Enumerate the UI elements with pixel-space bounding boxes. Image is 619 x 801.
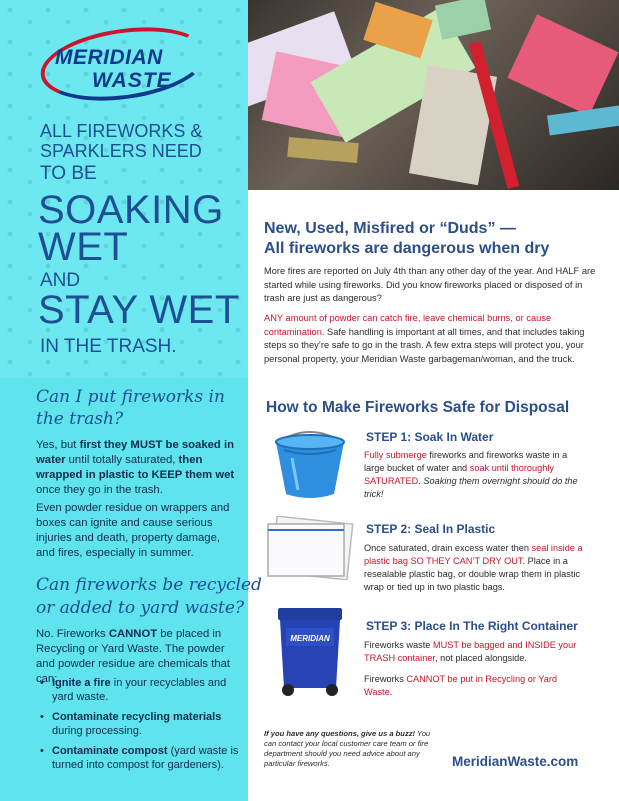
list-item: • Contaminate recycling materials during processing. [36,710,241,738]
intro-heading-line-1: New, Used, Misfired or “Duds” — [264,220,516,237]
step3-text: Fireworks waste MUST be bagged and INSIDE your TRASH container, not placed alongside. [364,640,577,663]
list-item: • Ignite a fire in your recyclables and yard waste. [36,676,241,704]
intro-paragraph-2: ANY amount of powder can catch fire, leave chemical burns, or cause contamination. Safe handling is important at all times, and that includes taking steps so they’re safe to go in the trash. A few extra steps will protect you, your personal property, your Meridian Waste garbageman/woman, and the truck. [264,313,585,364]
step1-text: Fully submerge fireworks and fireworks waste in a large bucket of water and soak until thoroughly SATURATED. Soaking them overnight should do the trick! [364,450,578,499]
headline-soaking: SOAKING [38,188,224,232]
fireworks-debris-photo [248,0,619,190]
headline-and: AND [40,270,81,291]
headline-line-2: SPARKLERS NEED [40,141,202,161]
faq2-question-line-2: or added to yard waste? [36,598,245,618]
faq2-question-line-1: Can fireworks be recycled [36,575,262,595]
headline-wet: WET [38,225,129,269]
contamination-list [36,676,241,778]
plastic-bag-icon [264,516,356,580]
meridian-waste-logo: MERIDIAN WASTE [40,29,208,99]
faq2-answer: No. Fireworks CANNOT be placed in Recycling or Yard Waste. The powder and powder residue are chemicals that can: [36,628,231,685]
step3-note: Fireworks CANNOT be put in Recycling or Yard Waste. [364,674,558,697]
step2-title: STEP 2: Seal In Plastic [366,522,496,536]
faq1-answer: Yes, but first they MUST be soaked in water until totally saturated, then wrapped in plastic to KEEP them wet once they go in the trash. [36,439,235,496]
bucket-icon [270,428,350,500]
trash-cart-icon [270,606,350,696]
contact-note: If you have any questions, give us a buzz! You can contact your local customer care team or fire department should you need advice about any particular fireworks. [264,729,431,768]
intro-paragraph-1: More fires are reported on July 4th than any other day of the year. And HALF are started while using fireworks. Did you know fireworks placed or disposed of in trash are just as dangerous? [264,266,596,303]
faq1-question-line-1: Can I put fireworks in [36,387,225,407]
headline-line-3: TO BE [40,163,97,184]
headline-stay-wet: STAY WET [38,288,240,332]
step3-title: STEP 3: Place In The Right Container [366,619,578,633]
step1-title: STEP 1: Soak In Water [366,430,494,444]
headline-in-the-trash: IN THE TRASH. [40,336,177,357]
faq1-question-line-2: the trash? [36,409,124,429]
faq1-paragraph-2: Even powder residue on wrappers and boxes can ignite and cause serious injuries and death, property damage, and fires, especially in summer. [36,502,230,559]
intro-heading-line-2: All fireworks are dangerous when dry [264,240,550,257]
list-item: • Contaminate compost (yard waste is turned into compost for gardeners). [36,744,241,772]
svg-text:MERIDIAN: MERIDIAN [290,634,330,643]
headline-line-1: ALL FIREWORKS & [40,121,203,141]
step2-text: Once saturated, drain excess water then seal inside a plastic bag SO THEY CAN’T DRY OUT. Place in a resealable plastic bag, or double wrap them in plastic wrap or tied up in two plastic bags. [364,543,583,592]
how-to-heading: How to Make Fireworks Safe for Disposal [266,399,570,416]
website-link[interactable]: MeridianWaste.com [452,754,579,769]
